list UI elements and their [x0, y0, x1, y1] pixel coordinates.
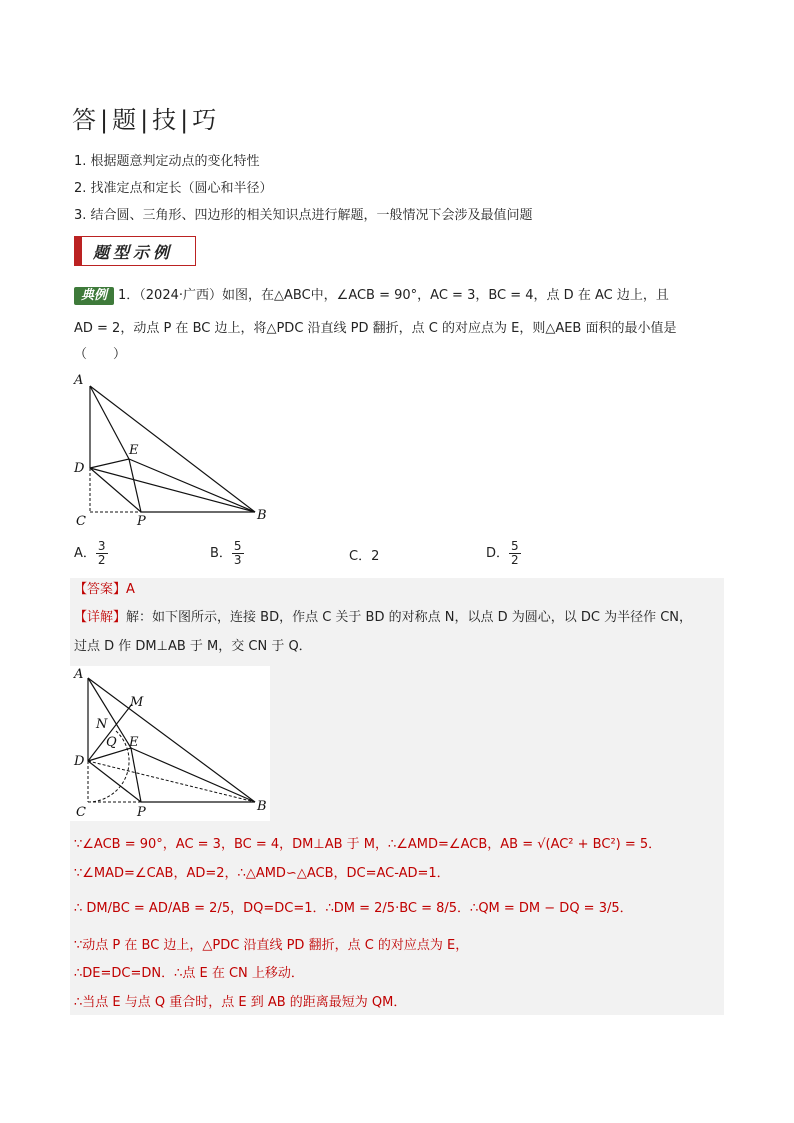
step-2: ∵∠MAD=∠CAB，AD=2，∴△AMD∽△ACB，DC=AC-AD=1．	[74, 866, 450, 881]
option-d-num: 5	[511, 539, 519, 553]
option-a-fraction	[96, 540, 108, 567]
example-tag: 典例	[74, 287, 114, 305]
fig2-label-E: E	[129, 735, 139, 750]
option-d[interactable]	[486, 540, 521, 567]
option-b-label: B．	[210, 546, 232, 561]
step-6: ∴当点 E 与点 Q 重合时，点 E 到 AB 的距离最短为 QM．	[74, 995, 407, 1010]
answer-detail-1	[74, 608, 692, 628]
fig1-label-C: C	[76, 514, 86, 529]
fig2-label-Q: Q	[106, 735, 117, 750]
option-b-den: 3	[233, 553, 242, 567]
fig1-label-E: E	[129, 443, 139, 458]
step-1: ∵∠ACB = 90°，AC = 3，BC = 4，DM⊥AB 于 M，∴∠AMD=∠ACB，AB = √(AC² + BC²) = 5．	[74, 837, 662, 852]
answer-label: 【答案】A	[74, 582, 135, 597]
fig1-label-D: D	[74, 461, 85, 476]
fig1-label-P: P	[137, 514, 146, 529]
banner-label: 题型示例	[93, 243, 174, 262]
option-b-num: 5	[233, 539, 242, 553]
step-3: ∴ DM/BC = AD/AB = 2/5，DQ=DC=1．∴DM = 2/5·BC = 8/5．∴QM = DM − DQ = 3/5．	[74, 901, 633, 916]
detail-text-1: 解：如下图所示，连接 BD，作点 C 关于 BD 的对称点 N，以点 D 为圆心，以 DC 为半径作 CN，	[126, 610, 693, 625]
option-a[interactable]	[74, 540, 108, 567]
question-text-3: （ ）	[74, 347, 127, 362]
option-a-num: 3	[97, 539, 106, 553]
step-5: ∴DE=DC=DN．∴点 E 在 CN 上移动．	[74, 966, 304, 981]
option-a-den: 2	[97, 553, 106, 567]
option-c-label: C．2	[349, 549, 380, 564]
fig2-label-B: B	[257, 799, 267, 814]
fig2-label-C: C	[76, 805, 86, 820]
option-c[interactable]	[349, 545, 379, 564]
fig2-label-N: N	[96, 717, 108, 732]
question-text-2: AD = 2，动点 P 在 BC 边上，将△PDC 沿直线 PD 翻折，点 C 的对应点为 E，则△AEB 面积的最小值是	[74, 321, 677, 336]
question-line-1	[74, 283, 669, 309]
option-d-label: D．	[486, 546, 510, 561]
figure-1	[70, 372, 280, 532]
tip-2: 2. 找准定点和定长（圆心和半径）	[74, 181, 273, 196]
fig1-label-B: B	[257, 508, 267, 523]
answer-detail-2: 过点 D 作 DM⊥AB 于 M，交 CN 于 Q．	[74, 639, 312, 654]
page-title: 答|题|技|巧	[72, 106, 221, 134]
fig2-label-A: A	[74, 667, 84, 682]
option-a-label: A．	[74, 546, 96, 561]
tip-3: 3. 结合圆、三角形、四边形的相关知识点进行解题，一般情况下会涉及最值问题	[74, 208, 533, 223]
banner-accent-bar	[75, 237, 82, 265]
option-d-den: 2	[511, 553, 519, 567]
fig2-label-P: P	[137, 805, 146, 820]
option-d-fraction	[509, 540, 521, 567]
step-4: ∵动点 P 在 BC 边上，△PDC 沿直线 PD 翻折，点 C 的对应点为 E，	[74, 938, 469, 953]
tip-1: 1. 根据题意判定动点的变化特性	[74, 154, 260, 169]
section-banner	[74, 236, 196, 266]
fig1-label-A: A	[74, 373, 84, 388]
question-text-1: 1．（2024·广西）如图，在△ABC中，∠ACB = 90°，AC = 3，BC = 4，点 D 在 AC 边上，且	[118, 288, 669, 303]
option-b[interactable]	[210, 540, 244, 567]
fig2-label-M: M	[130, 695, 144, 710]
detail-label: 【详解】	[74, 610, 127, 625]
fig2-label-D: D	[74, 754, 85, 769]
option-b-fraction	[232, 540, 244, 567]
figure-2	[70, 666, 270, 821]
